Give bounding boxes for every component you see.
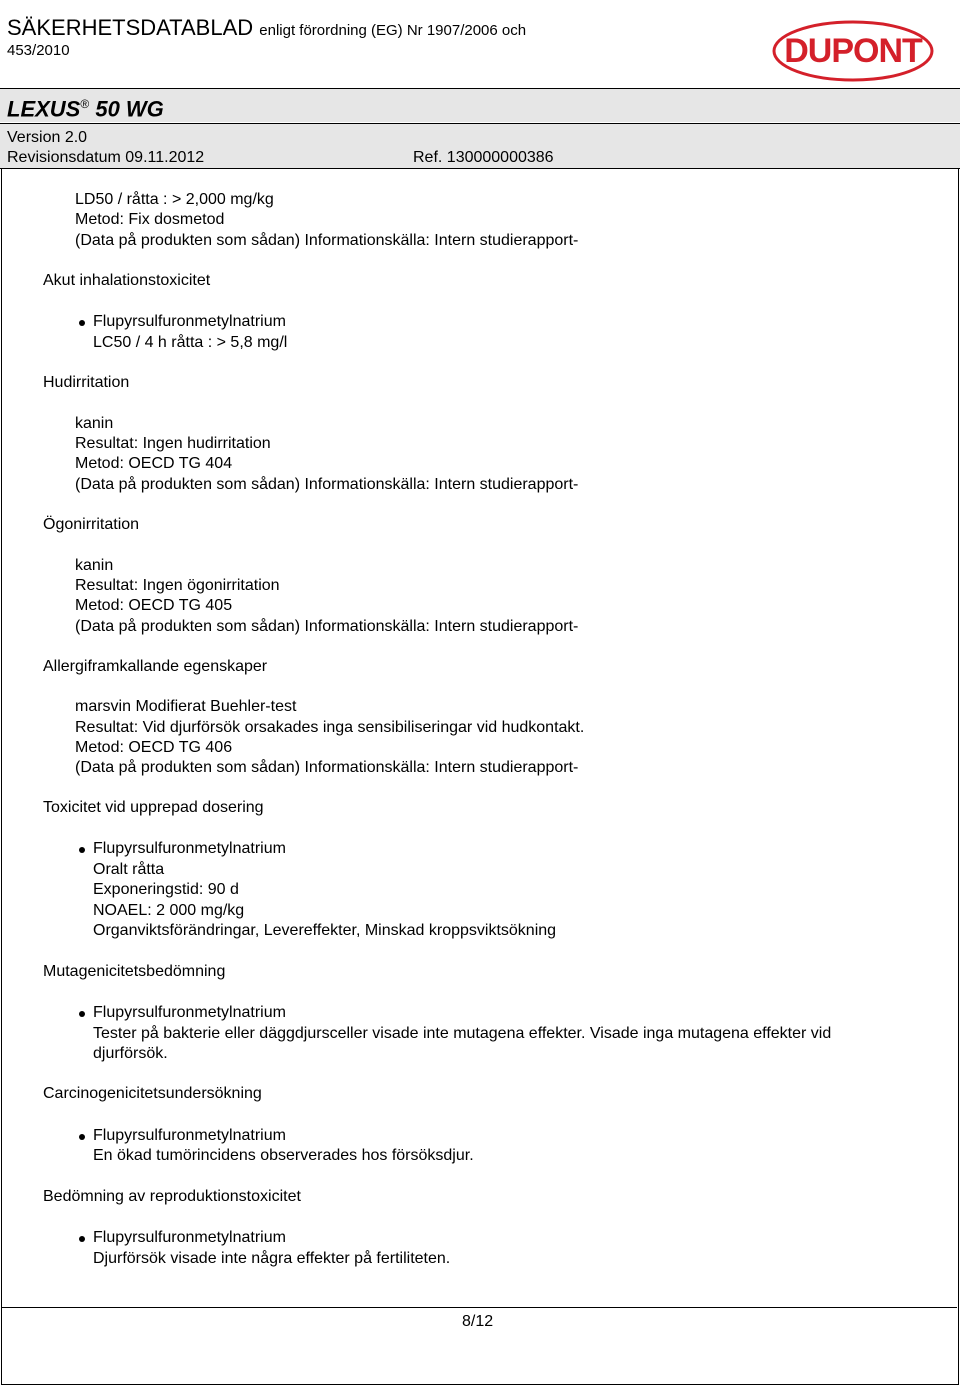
skin-species: kanin bbox=[75, 415, 114, 432]
skin-result: Resultat: Ingen hudirritation bbox=[75, 435, 271, 452]
dupont-logo bbox=[772, 20, 934, 87]
repeated-substance: Flupyrsulfuronmetylnatrium bbox=[93, 840, 286, 857]
bullet-icon bbox=[79, 1236, 85, 1242]
page-number: 8/12 bbox=[462, 1313, 494, 1330]
version: Version 2.0 bbox=[7, 129, 88, 146]
skin-method: Metod: OECD TG 404 bbox=[75, 455, 233, 472]
product-name: LEXUS® 50 WG bbox=[7, 96, 164, 122]
reproduction-text: Djurförsök visade inte några effekter på fertiliteten. bbox=[93, 1250, 451, 1267]
eye-heading: Ögonirritation bbox=[43, 516, 140, 533]
bullet-icon bbox=[79, 847, 85, 853]
mutagenicity-heading: Mutagenicitetsbedömning bbox=[43, 963, 226, 980]
sensitization-heading: Allergiframkallande egenskaper bbox=[43, 658, 268, 675]
skin-heading: Hudirritation bbox=[43, 374, 130, 391]
bullet-icon bbox=[79, 1134, 85, 1140]
document-title-main: SÄKERHETSDATABLAD bbox=[7, 15, 254, 40]
ld50-line: LD50 / råtta : > 2,000 mg/kg bbox=[75, 191, 274, 208]
eye-source: (Data på produkten som sådan) Informationskälla: Intern studierapport- bbox=[75, 618, 579, 635]
lc50-line: LC50 / 4 h råtta : > 5,8 mg/l bbox=[93, 334, 288, 351]
bullet-icon bbox=[79, 1011, 85, 1017]
eye-method: Metod: OECD TG 405 bbox=[75, 597, 233, 614]
eye-species: kanin bbox=[75, 557, 114, 574]
reproduction-substance: Flupyrsulfuronmetylnatrium bbox=[93, 1229, 286, 1246]
carcinogenicity-text: En ökad tumörincidens observerades hos försöksdjur. bbox=[93, 1147, 474, 1164]
regulation-continuation: 453/2010 bbox=[7, 42, 70, 59]
repeated-route: Oralt råtta bbox=[93, 861, 165, 878]
oral-source: (Data på produkten som sådan) Informationskälla: Intern studierapport- bbox=[75, 232, 579, 249]
bullet-icon bbox=[79, 320, 85, 326]
document-title-suffix: enligt förordning (EG) Nr 1907/2006 och bbox=[259, 22, 527, 39]
sensitization-source: (Data på produkten som sådan) Informationskälla: Intern studierapport- bbox=[75, 759, 579, 776]
reproduction-heading: Bedömning av reproduktionstoxicitet bbox=[43, 1188, 301, 1205]
eye-result: Resultat: Ingen ögonirritation bbox=[75, 577, 280, 594]
sensitization-species: marsvin Modifierat Buehler-test bbox=[75, 698, 297, 715]
repeated-noael: NOAEL: 2 000 mg/kg bbox=[93, 902, 245, 919]
footer-divider bbox=[1, 1307, 957, 1308]
carcinogenicity-heading: Carcinogenicitetsundersökning bbox=[43, 1085, 262, 1102]
document-title bbox=[7, 15, 526, 44]
oral-method: Metod: Fix dosmetod bbox=[75, 211, 225, 228]
sensitization-result: Resultat: Vid djurförsök orsakades inga sensibiliseringar vid hudkontakt. bbox=[75, 719, 585, 736]
mutagenicity-text-1: Tester på bakterie eller däggdjursceller visade inte mutagena effekter. Visade inga mutagena effekter vid bbox=[93, 1025, 832, 1042]
mutagenicity-substance: Flupyrsulfuronmetylnatrium bbox=[93, 1004, 286, 1021]
repeated-exposure: Exponeringstid: 90 d bbox=[93, 881, 239, 898]
inhalation-substance: Flupyrsulfuronmetylnatrium bbox=[93, 313, 286, 330]
inhalation-heading: Akut inhalationstoxicitet bbox=[43, 272, 211, 289]
reference-number: Ref. 130000000386 bbox=[413, 149, 554, 166]
repeated-effects: Organviktsförändringar, Levereffekter, Minskad kroppsviktsökning bbox=[93, 922, 557, 939]
repeated-heading: Toxicitet vid upprepad dosering bbox=[43, 799, 264, 816]
revision-date: Revisionsdatum 09.11.2012 bbox=[7, 149, 205, 166]
skin-source: (Data på produkten som sådan) Informationskälla: Intern studierapport- bbox=[75, 476, 579, 493]
sensitization-method: Metod: OECD TG 406 bbox=[75, 739, 233, 756]
carcinogenicity-substance: Flupyrsulfuronmetylnatrium bbox=[93, 1127, 286, 1144]
logo-text: DUPONT bbox=[784, 32, 922, 70]
mutagenicity-text-2: djurförsök. bbox=[93, 1045, 168, 1062]
